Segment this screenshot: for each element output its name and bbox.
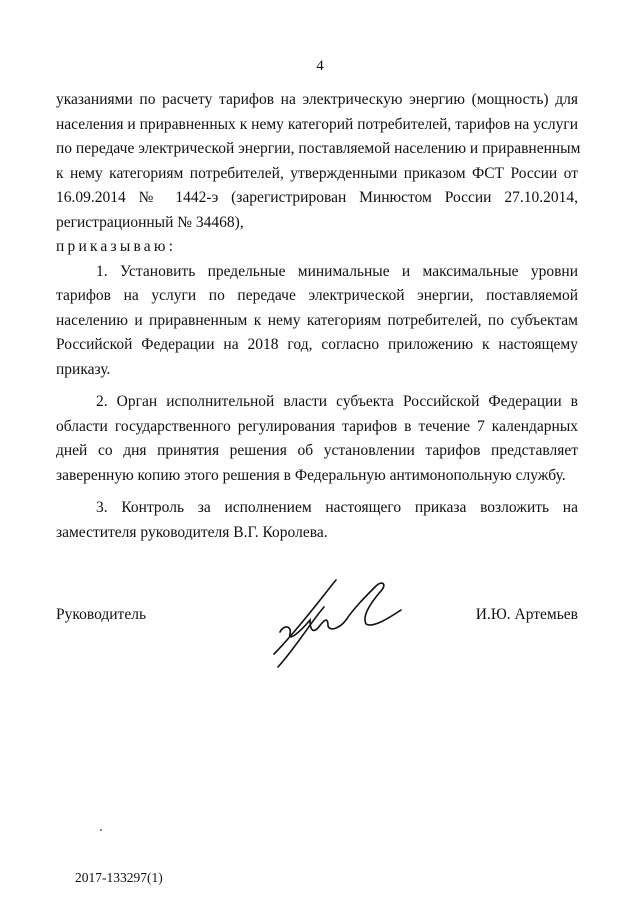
handwritten-signature	[266, 572, 416, 672]
order-word: приказываю:	[56, 238, 177, 255]
intro-line: 16.09.2014 № 1442-э (зарегистрирован Минюстом России 27.10.2014,	[56, 189, 578, 206]
signatory-name: И.Ю. Артемьев	[475, 606, 578, 623]
order-item-1: 1. Установить предельные минимальные и максимальные уровни тарифов на услуги по передаче электрической энергии, поставляемой населению и приравненным к нему категориям потребителей, по субъектам Российской Федерации на 2018 год, согласно приложению к настоящему приказу.	[56, 262, 578, 378]
intro-line: указаниями по расчету тарифов на электрическую энергию (мощность) для	[56, 91, 578, 108]
document-body	[56, 88, 581, 545]
intro-paragraph	[56, 88, 581, 235]
intro-line: населения и приравненных к нему категорий потребителей, тарифов на услуги	[56, 115, 578, 133]
intro-last-line: регистрационный № 34468),	[56, 213, 244, 231]
intro-line: к нему категориям потребителей, утвержденными приказом ФСТ России от	[56, 164, 578, 182]
order-item-3: 3. Контроль за исполнением настоящего приказа возложить на заместителя руководителя В.Г. Королева.	[56, 499, 578, 541]
scan-speck	[100, 829, 102, 831]
order-item-2: 2. Орган исполнительной власти субъекта Российской Федерации в области государственного регулирования тарифов в течение 7 календарных дней со дня принятия решения об установлении тарифов представляет заверенную копию этого решения в Федеральную антимонопольную службу.	[56, 393, 578, 484]
intro-line: по передаче электрической энергии, поставляемой населению и приравненным	[56, 140, 581, 157]
signatory-title: Руководитель	[56, 606, 147, 623]
document-code: 2017-133297(1)	[75, 870, 163, 885]
page-number: 4	[316, 58, 324, 74]
